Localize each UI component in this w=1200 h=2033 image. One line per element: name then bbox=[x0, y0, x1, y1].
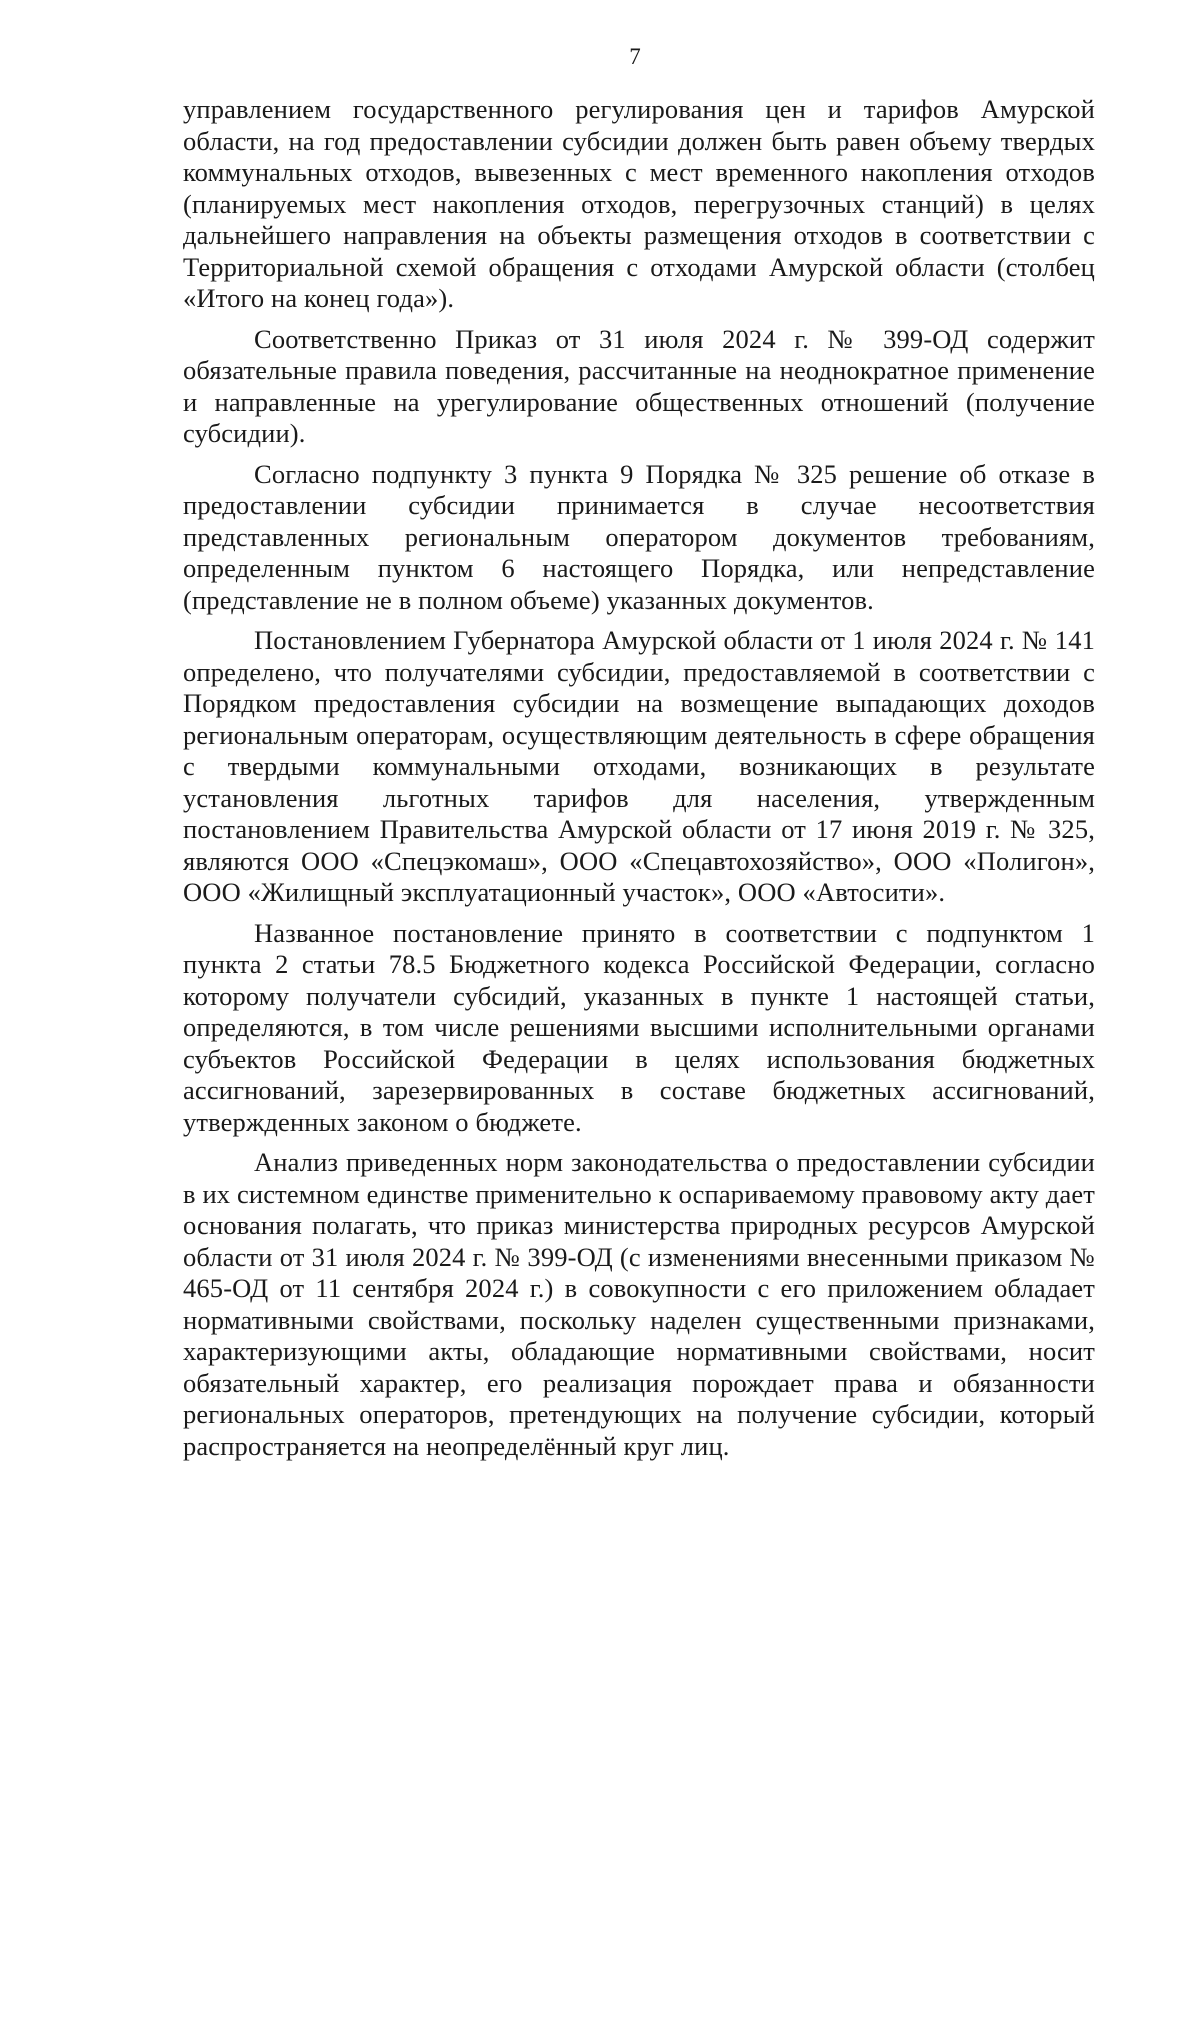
paragraph-governor-decree: Постановлением Губернатора Амурской области от 1 июля 2024 г. № 141 определено, что получателями субсидии, предоставляемой в соответствии с Порядком предоставления субсидии на возмещение выпадающих доходов региональным операторам, осуществляющим деятельность в сфере обращения с твердыми коммунальными отходами, возникающих в результате установления льготных тарифов для населения, утвержденным постановлением Правительства Амурской области от 17 июня 2019 г. № 325, являются ООО «Спецэкомаш», ООО «Спецавтохозяйство», ООО «Полигон», ООО «Жилищный эксплуатационный участок», ООО «Автосити». bbox=[183, 625, 1095, 907]
paragraph-budget-code: Названное постановление принято в соответствии с подпунктом 1 пункта 2 статьи 78.5 Бюджетного кодекса Российской Федерации, согласно которому получатели субсидий, указанных в пункте 1 настоящей статьи, определяются, в том числе решениями высшими исполнительными органами субъектов Российской Федерации в целях использования бюджетных ассигнований, зарезервированных в составе бюджетных ассигнований, утвержденных законом о бюджете. bbox=[183, 917, 1095, 1137]
paragraph-order-rules: Соответственно Приказ от 31 июля 2024 г. № 399-ОД содержит обязательные правила поведения, рассчитанные на неоднократное применение и направленные на урегулирование общественных отношений (получение субсидии). bbox=[183, 323, 1095, 448]
page-number: 7 bbox=[629, 44, 641, 69]
document-body bbox=[183, 94, 1095, 1471]
paragraph-continuation: управлением государственного регулирования цен и тарифов Амурской области, на год предоставлении субсидии должен быть равен объему твердых коммунальных отходов, вывезенных с мест временного накопления отходов (планируемых мест накопления отходов, перегрузочных станций) в целях дальнейшего направления на объекты размещения отходов в соответствии с Территориальной схемой обращения с отходами Амурской области (столбец «Итого на конец года»). bbox=[183, 94, 1095, 313]
paragraph-analysis: Анализ приведенных норм законодательства о предоставлении субсидии в их системном единстве применительно к оспариваемому правовому акту дает основания полагать, что приказ министерства природных ресурсов Амурской области от 31 июля 2024 г. № 399-ОД (с изменениями внесенными приказом № 465-ОД от 11 сентября 2024 г.) в совокупности с его приложением обладает нормативными свойствами, поскольку наделен существенными признаками, характеризующими акты, обладающие нормативными свойствами, носит обязательный характер, его реализация порождает права и обязанности региональных операторов, претендующих на получение субсидии, который распространяется на неопределённый круг лиц. bbox=[183, 1147, 1095, 1461]
paragraph-refusal-grounds: Согласно подпункту 3 пункта 9 Порядка № 325 решение об отказе в предоставлении субсидии принимается в случае несоответствия представленных региональным оператором документов требованиям, определенным пунктом 6 настоящего Порядка, или непредставление (представление не в полном объеме) указанных документов. bbox=[183, 458, 1095, 615]
